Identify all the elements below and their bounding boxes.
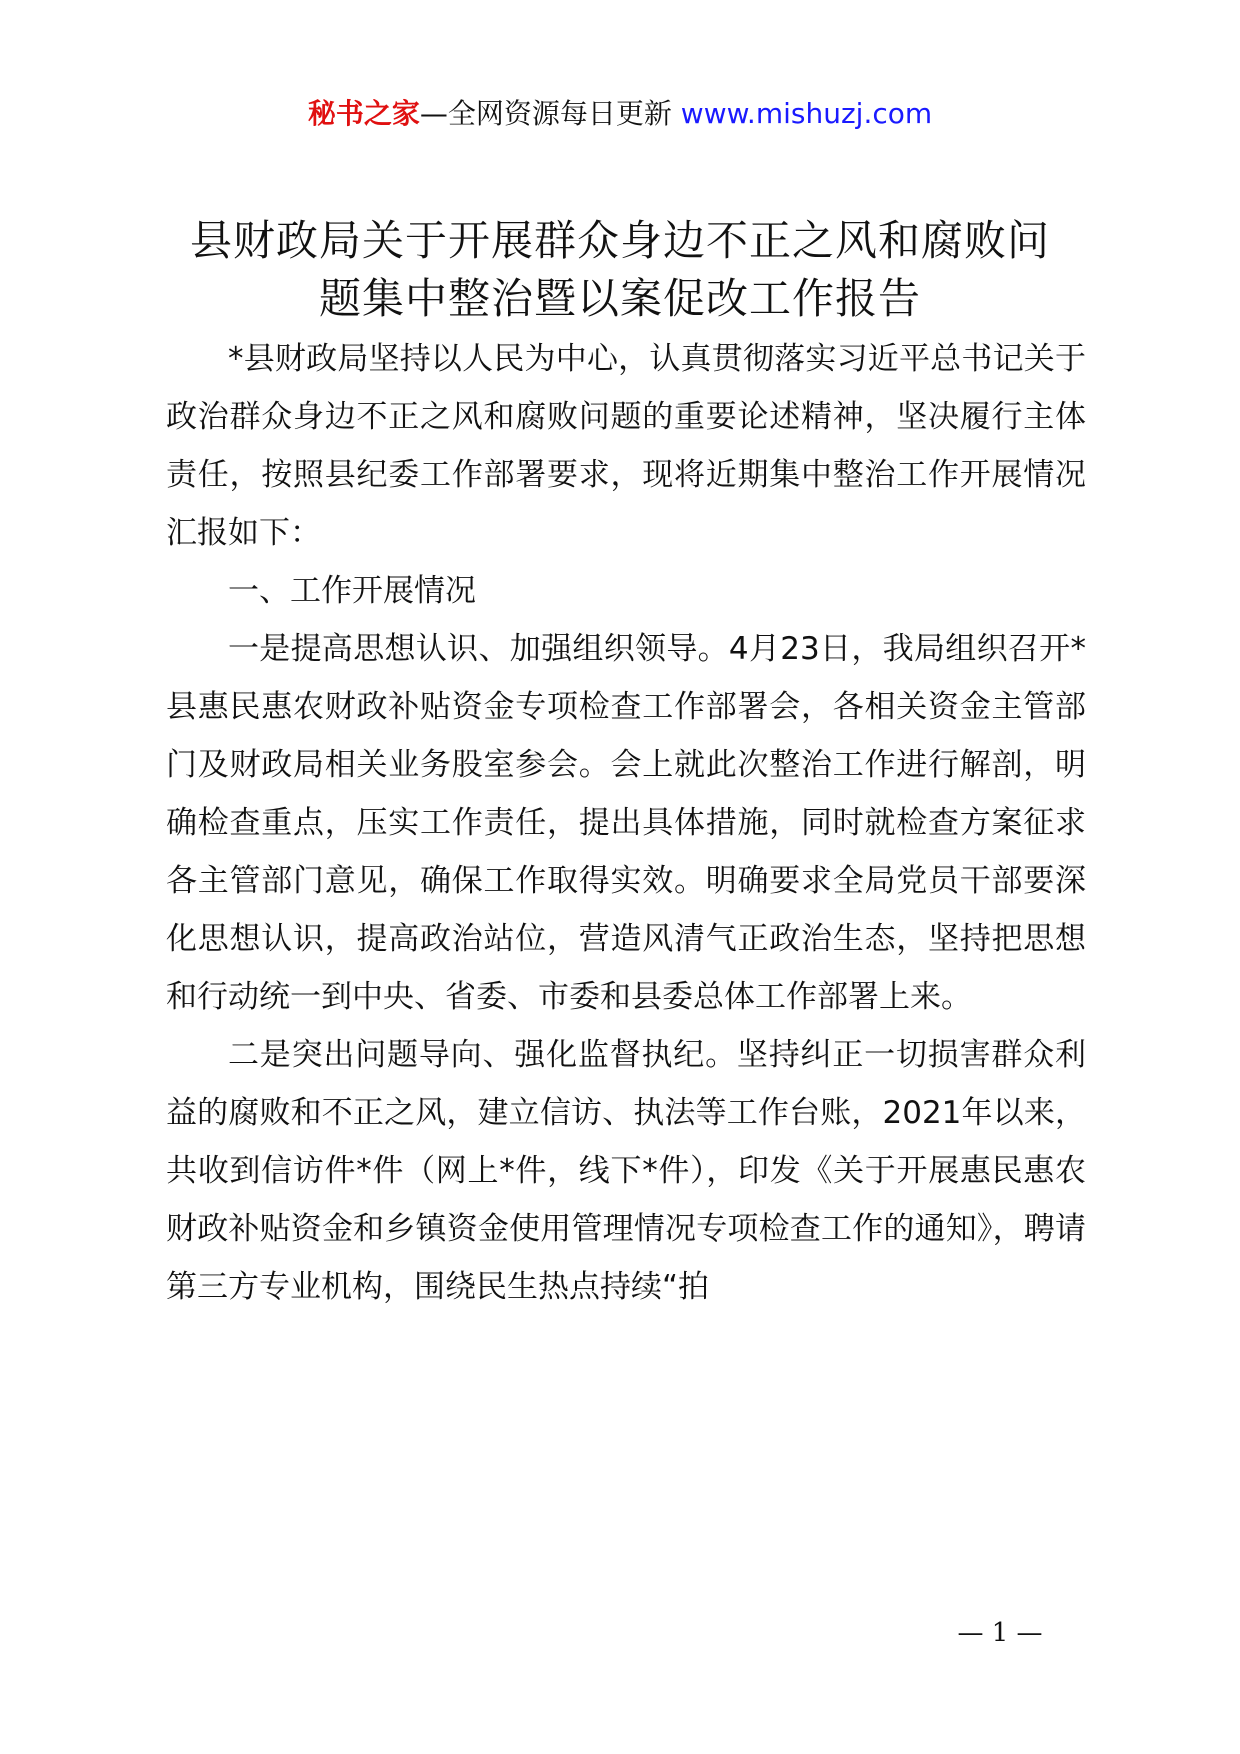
intro-paragraph: *县财政局坚持以人民为中心，认真贯彻落实习近平总书记关于政治群众身边不正之风和腐败问题的重要论述精神，坚决履行主体责任，按照县纪委工作部署要求，现将近期集中整治工作开展情况汇报如下： [166, 341, 1086, 551]
title-line-1: 县财政局关于开展群众身边不正之风和腐败问 [189, 216, 1050, 265]
section-heading: 一、工作开展情况 [228, 573, 476, 609]
site-banner [0, 94, 1240, 134]
document-body [166, 330, 1086, 1316]
document-title [120, 212, 1120, 328]
brand-name: 秘书之家 [307, 97, 420, 130]
paragraph-point-1: 一是提高思想认识、加强组织领导。4月23日，我局组织召开*县惠民惠农财政补贴资金专项检查工作部署会，各相关资金主管部门及财政局相关业务股室参会。会上就此次整治工作进行解剖，明确检查重点，压实工作责任，提出具体措施，同时就检查方案征求各主管部门意见，确保工作取得实效。明确要求全局党员干部要深化思想认识，提高政治站位，营造风清气正政治生态，坚持把思想和行动统一到中央、省委、市委和县委总体工作部署上来。 [166, 631, 1086, 1015]
site-link[interactable]: www.mishuzj.com [680, 97, 933, 130]
title-line-2: 题集中整治暨以案促改工作报告 [318, 274, 921, 323]
paragraph-point-2: 二是突出问题导向、强化监督执纪。坚持纠正一切损害群众利益的腐败和不正之风，建立信访、执法等工作台账，2021年以来，共收到信访件*件（网上*件，线下*件），印发《关于开展惠民惠农财政补贴资金和乡镇资金使用管理情况专项检查工作的通知》，聘请第三方专业机构，围绕民生热点持续“拍 [166, 1037, 1086, 1305]
banner-tagline: —全网资源每日更新 [419, 97, 672, 130]
page-number: — 1 — [957, 1618, 1043, 1648]
